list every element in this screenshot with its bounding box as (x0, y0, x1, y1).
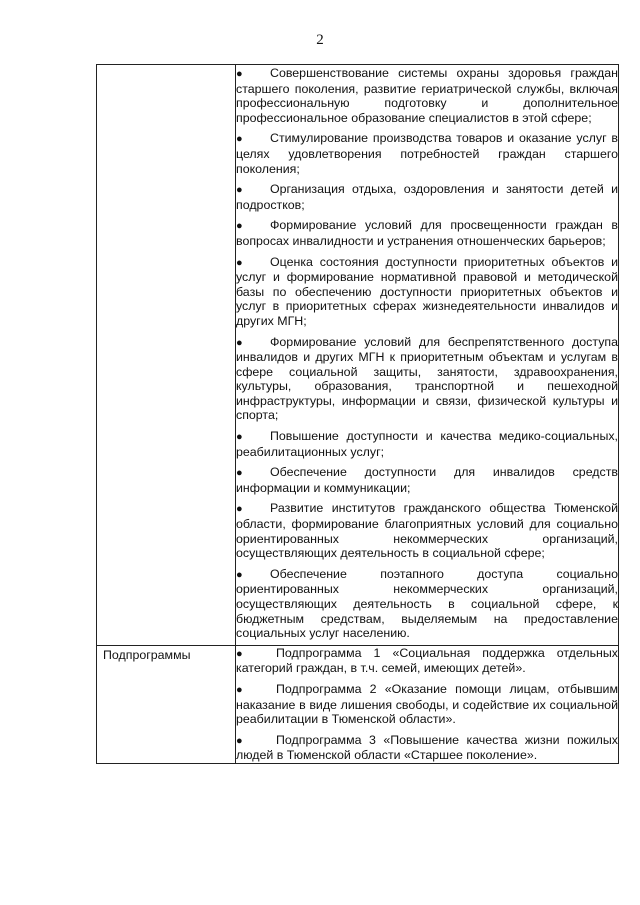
bullet-icon: ● (236, 647, 243, 660)
page-number: 2 (316, 32, 324, 48)
subprogram-item: ● Подпрограмма 3 «Повышение качества жизни пожилых людей в Тюменской области «Старшее поколение». (236, 732, 618, 763)
bullet-icon: ● (236, 336, 243, 349)
subprogram-item: ● Подпрограмма 2 «Оказание помощи лицам, отбывшим наказание в виде лишения свободы, и содействие их социальной реабилитации в Тюменской области». (236, 681, 618, 727)
bullet-icon: ● (236, 184, 243, 197)
goals-row (97, 65, 619, 646)
subprograms-label-cell (97, 645, 236, 763)
bullet-icon: ● (236, 503, 243, 516)
goals-row-label-cell (97, 65, 236, 646)
bullet-icon: ● (236, 431, 243, 444)
subprogram-item: ● Подпрограмма 1 «Социальная поддержка отдельных категорий граждан, в т.ч. семей, имеющих детей». (236, 645, 618, 676)
goal-item: ● Обеспечение поэтапного доступа социально ориентированных некоммерческих организаций, осуществляющих деятельность в социальной сфере, к бюджетным средствам, выделяемым на предоставление социальных услуг населению. (236, 566, 618, 641)
bullet-icon: ● (236, 220, 243, 233)
goal-item: ● Организация отдыха, оздоровления и занятости детей и подростков; (236, 182, 618, 212)
bullet-icon: ● (236, 256, 243, 269)
bullet-icon: ● (236, 683, 243, 696)
goals-list (236, 65, 619, 646)
subprograms-row (97, 645, 619, 763)
goal-item: ● Совершенствование системы охраны здоровья граждан старшего поколения, развитие гериатрической службы, включая профессиональную подготовку и дополнительное профессиональное образование специалистов в этой сфере; (236, 66, 618, 125)
subprograms-list (236, 645, 619, 763)
bullet-icon: ● (236, 568, 243, 581)
bullet-icon: ● (236, 133, 243, 146)
goal-item: ● Обеспечение доступности для инвалидов средств информации и коммуникации; (236, 465, 618, 495)
subprograms-label: Подпрограммы (103, 647, 191, 662)
goal-item: ● Стимулирование производства товаров и оказание услуг в целях удовлетворения потребностей граждан старшего поколения; (236, 131, 618, 176)
bullet-icon: ● (236, 68, 243, 80)
bullet-icon: ● (236, 467, 243, 480)
goal-item: ● Повышение доступности и качества медико-социальных, реабилитационных услуг; (236, 429, 618, 459)
goal-item: ● Развитие институтов гражданского общества Тюменской области, формирование благоприятных условий для социально ориентированных некоммерческих организаций, осуществляющих деятельность в социальной сфере; (236, 501, 618, 561)
goal-item: ● Формирование условий для просвещенности граждан в вопросах инвалидности и устранения отношенческих барьеров; (236, 218, 618, 248)
goal-item: ● Формирование условий для беспрепятственного доступа инвалидов и других МГН к приоритетным объектам и услугам в сфере социальной защиты, занятости, здравоохранения, культуры, образования, транспортной и пешеходной инфраструктуры, информации и связи, физической культуры и спорта; (236, 334, 618, 423)
goal-item: ● Оценка состояния доступности приоритетных объектов и услуг и формирование нормативной правовой и методической базы по обеспечению доступности приоритетных объектов и услуг в приоритетных сферах жизнедеятельности инвалидов и других МГН; (236, 254, 618, 328)
program-passport-table (96, 64, 619, 764)
bullet-icon: ● (236, 734, 243, 747)
